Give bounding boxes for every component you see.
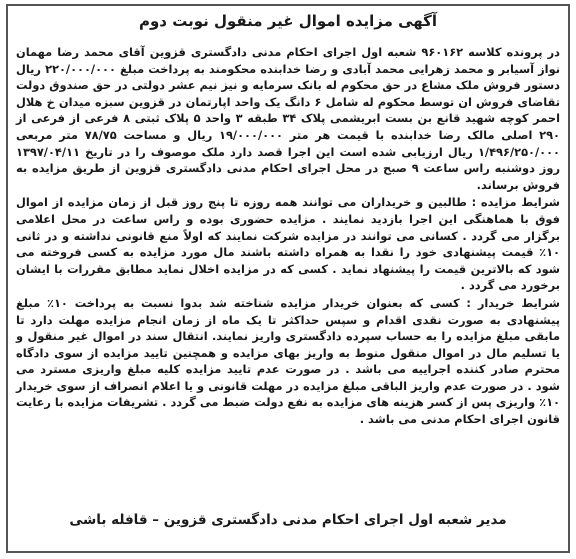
notice-title: آگهی مزایده اموال غیر منقول نوبت دوم	[138, 12, 438, 30]
notice-signature: مدیر شعبه اول اجرای احکام مدنی دادگستری قزوین – قافله باشی	[69, 512, 507, 528]
paragraph-auction-conditions: شرایط مزایده : طالبین و خریداران می توانند همه روزه تا پنج روز قبل از زمان مزایده از اموال فوق با هماهنگی این اجرا بازدید نمایند . مزایده حضوری بوده و راس ساعت در محل اعلامی برگزار می گردد . کسانی می توانند در مزایده شرکت نمایند که اولاً منع قانونی نداشته و در ثانی ۱۰٪ قیمت پیشنهادی خود را نقدا به همراه داشته باشند مال مورد مزایده به کسی فروخته می شود که بالاترین قیمت را پیشنهاد نماید . کسی که در مزایده اخلال نماید مطابق مقررات با ایشان برخورد می گردد .	[16, 195, 560, 293]
notice-body	[16, 44, 560, 429]
paragraph-buyer-conditions: شرایط خریدار : کسی که بعنوان خریدار مزایده شناخته شد بدوا نسبت به پرداخت ۱۰٪ مبلغ پیشنهادی به صورت نقدی اقدام و سپس حداکثر تا یک ماه از زمان انجام مزایده مهلت دارد تا مابقی مبلغ مزایده را به حساب سپرده دادگستری واریز نمایند. انتقال سند در اموال غیر منقول و یا تسلیم مال در اموال منقول منوط به واریز بهای مزایده و همچنین تایید مزایده از سوی دادگاه محترم صادر کننده اجراییه می باشد . در صورت عدم تایید مزایده کلیه مبلغ واریزی مسترد می شود . در صورت عدم واریز الباقی مبلغ مزایده در مهلت قانونی و یا اعلام انصراف از سوی خریدار ۱۰٪ واریزی پس از کسر هزینه های مزایده به نفع دولت ضبط می گردد . تشریفات مزایده با رعایت قانون اجرای احکام مدنی می باشد .	[16, 295, 560, 427]
paragraph-case-details: در پرونده کلاسه ۹۶۰۱۶۲ شعبه اول اجرای احکام مدنی دادگستری قزوین آقای محمد رضا مهمان نواز آسیابر و محمد زهرایی محمد آبادی و رضا خدابنده محکومند به پرداخت مبلغ ۲۲۰/۰۰۰/۰۰۰ ریال دستور فروش ملک مشاع در حق محکوم له بانک سرمایه و نیز نیم عشر دولتی در حق صندوق دولت تقاضای فروش ان توسط محکوم له شامل ۶ دانگ یک واحد اپارتمان در قزوین سبزه میدان خ هلال احمر کوچه شهید قانع بن بست ابریشمی پلاک ۳۴ طبقه ۳ واحد ۵ پلاک ثبتی ۸ فرعی از فرعی از ۲۹۰ اصلی مالک رضا خدابنده با قیمت هر متر ۱۹/۰۰۰/۰۰۰ ریال و مساحت ۷۸/۷۵ متر مربعی ۱/۴۹۶/۲۵۰/۰۰۰ ریال ارزیابی شده است این اجرا قصد دارد ملک موصوف را در تاریخ ۱۳۹۷/۰۴/۱۱ روز دوشنبه راس ساعت ۹ صبح در محل اجرای احکام مدنی دادگستری قزوین از طریق مزایده به فروش برساند.	[16, 45, 561, 192]
